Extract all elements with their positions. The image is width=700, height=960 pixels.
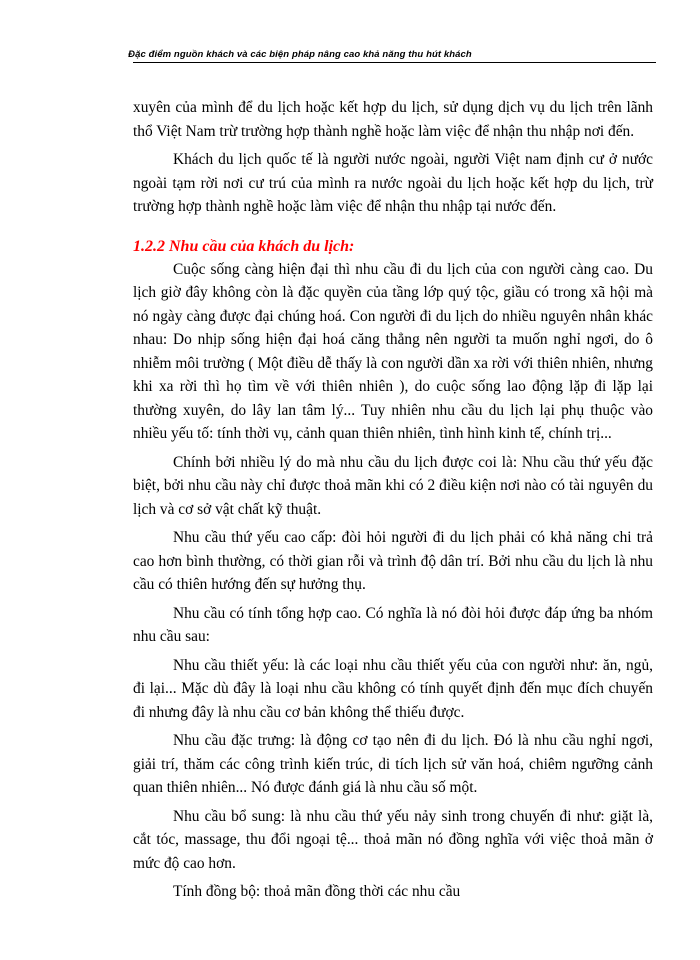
paragraph-modern-life: Cuộc sống càng hiện đại thì nhu cầu đi du lịch của con người càng cao. Du lịch giờ đây không còn là đặc quyền của tầng lớp quý tộc, giầu có trong xã hội mà nó ngày càng được đại chúng hoá. Con người đi du lịch do nhiều nguyên nhân khác nhau: Do nhịp sống hiện đại hoá căng thẳng nên người ta muốn nghỉ ngơi, do ô nhiễm môi trường ( Một điều dễ thấy là con người dần xa rời với thiên nhiên, nhưng khi xa rời thì họ tìm về với thiên nhiên ), do cuộc sống lao động lặp đi lặp lại thường xuyên, do lây lan tâm lý... Tuy nhiên nhu cầu du lịch lại phụ thuộc vào nhiều yếu tố: tính thời vụ, cảnh quan thiên nhiên, tình hình kinh tế, chính trị... [133,260,653,442]
paragraph-specific-need: Nhu cầu đặc trưng: là động cơ tạo nên đi du lịch. Đó là nhu cầu nghỉ ngơi, giải trí, thăm các công trình kiến trúc, di tích lịch sử văn hoá, chiêm ngưỡng cảnh quan thiên nhiên... Nó được đánh giá là nhu cầu số một. [133,732,653,796]
paragraph-continued: xuyên của mình để du lịch hoặc kết hợp du lịch, sử dụng dịch vụ du lịch trên lãnh thổ Việt Nam trừ trường hợp thành nghề hoặc làm việc để nhận thu nhập nơi đến. [133,99,653,140]
header-divider [133,62,656,63]
paragraph-synchronicity: Tính đồng bộ: thoả mãn đồng thời các nhu cầu [173,883,461,900]
paragraph-special-need: Chính bởi nhiều lý do mà nhu cầu du lịch được coi là: Nhu cầu thứ yếu đặc biệt, bởi nhu cầu này chỉ được thoả mãn khi có 2 điều kiện nơi nào có tài nguyên du lịch và cơ sở vật chất kỹ thuật. [133,453,653,518]
section-heading: 1.2.2 Nhu cầu của khách du lịch: [133,237,355,255]
paragraph-international-tourist: Khách du lịch quốc tế là người nước ngoài, người Việt nam định cư ở nước ngoài tạm rời nơi cư trú của mình ra nước ngoài du lịch hoặc kết hợp du lịch, trừ trường hợp thành nghề hoặc làm việc để nhận thu nhập tại nước đến. [133,151,653,215]
paragraph-synthetic-need: Nhu cầu có tính tổng hợp cao. Có nghĩa là nó đòi hỏi được đáp ứng ba nhóm nhu cầu sau: [133,604,653,645]
paragraph-high-class-need: Nhu cầu thứ yếu cao cấp: đòi hỏi người đi du lịch phải có khả năng chi trả cao hơn bình thường, có thời gian rỗi và trình độ dân trí. Bởi nhu cầu du lịch là nhu cầu có thiên hướng đến sự hưởng thụ. [133,529,653,593]
paragraph-essential-need: Nhu cầu thiết yếu: là các loại nhu cầu thiết yếu của con người như: ăn, ngủ, đi lại... Mặc dù đây là loại nhu cầu không có tính quyết định đến mục đích chuyến đi nhưng đây là nhu cầu cơ bản không thể thiếu được. [133,656,653,721]
document-body [133,96,653,909]
paragraph-supplementary-need: Nhu cầu bổ sung: là nhu cầu thứ yếu nảy sinh trong chuyến đi như: giặt là, cắt tóc, massage, thu đổi ngoại tệ... thoả mãn nó đồng nghĩa với việc thoả mãn ở mức độ cao hơn. [133,807,653,872]
running-header-title: Đặc điểm nguồn khách và các biện pháp nâng cao khả năng thu hút khách [128,49,472,60]
